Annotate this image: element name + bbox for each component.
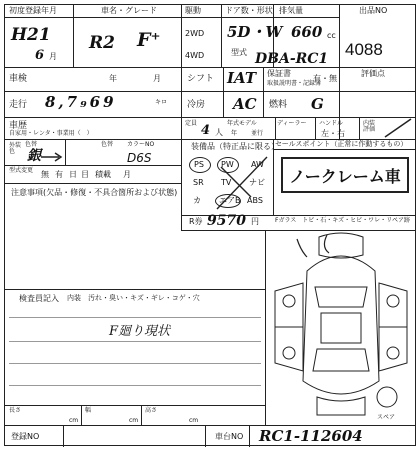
- model-year-unit: 年: [231, 130, 238, 137]
- history-options: 自家用・レンタ・事業用（ ）: [9, 130, 93, 137]
- fuel-label: 燃料: [269, 100, 288, 110]
- color-code: D6S: [127, 151, 152, 165]
- inspection-label: 車検: [9, 74, 28, 84]
- rule: [205, 425, 206, 447]
- reg-month: 6: [35, 48, 45, 63]
- chassis-label: 車台NO: [215, 432, 244, 441]
- interior-label: 内装評価: [363, 120, 376, 133]
- capacity-label: 定員: [185, 120, 198, 127]
- ac-label: 冷房: [187, 100, 206, 110]
- inspector-remark: F廻り現状: [109, 324, 171, 339]
- lot-number: 4088: [345, 40, 383, 59]
- capacity-value: 4: [201, 123, 211, 138]
- arrow-icon: [39, 151, 63, 163]
- cm-2: cm: [129, 417, 139, 424]
- equipment-strike: [211, 153, 271, 213]
- model-year-sub: 並行: [251, 130, 264, 137]
- rule: [63, 425, 64, 447]
- auction-sheet: [4, 4, 416, 446]
- car-diagram: [267, 231, 415, 423]
- rule: [5, 91, 415, 92]
- rule: [249, 425, 250, 447]
- warranty-options: 有・無: [313, 74, 337, 83]
- rule: [315, 117, 316, 139]
- inspector-label: 検査員記入: [19, 294, 59, 303]
- handle-label: ハンドル: [319, 120, 344, 127]
- type-option-2: 有: [55, 170, 63, 179]
- cc-unit: cc: [327, 31, 336, 40]
- rule: [5, 117, 415, 118]
- inspector-options: 内装 汚れ・臭い・キズ・ギレ・コゲ・穴: [67, 294, 200, 302]
- color-code-label: カラーNO: [127, 141, 155, 148]
- drive-label: 駆動: [185, 6, 201, 15]
- rule: [181, 17, 339, 18]
- model-label: 型式: [231, 48, 247, 57]
- equip-abs: ABS: [247, 196, 263, 205]
- equip-ka: カ: [193, 196, 201, 205]
- month-unit-2: 月: [153, 74, 161, 83]
- rule: [5, 289, 265, 290]
- rating-label: 評価点: [361, 69, 385, 78]
- rule: [5, 183, 181, 184]
- equip-aw: AW: [251, 160, 264, 169]
- height-label: 高さ: [145, 407, 158, 414]
- selling-points-label: セールスポイント（正常に作動するもの）: [275, 140, 408, 148]
- rule: [5, 17, 181, 18]
- km-unit: キロ: [155, 99, 168, 106]
- rule: [65, 139, 66, 165]
- drive-4wd: 4WD: [185, 51, 205, 60]
- rule: [275, 117, 276, 139]
- exterior-label: 外装色: [9, 142, 22, 155]
- spare-label: スペア: [377, 414, 396, 421]
- original-label: 色替: [25, 141, 38, 148]
- equip-pw: PW: [221, 160, 234, 169]
- dotted-rule: [9, 385, 261, 386]
- rule: [5, 405, 265, 406]
- type-option-4: 目: [81, 170, 89, 179]
- rule: [81, 405, 82, 425]
- caution-label: 注意事項(欠品・修復・不具合箇所および状態): [11, 188, 178, 197]
- dealer-label: ディーラー: [277, 120, 307, 127]
- change-label: 色替: [101, 141, 114, 148]
- equip-airbag: エアB: [219, 196, 241, 205]
- cm-1: cm: [69, 417, 79, 424]
- length-label: 長さ: [9, 407, 22, 414]
- door-shape-label: ドア数・形状: [225, 6, 273, 15]
- rule: [223, 67, 224, 117]
- rule: [5, 425, 415, 426]
- cm-3: cm: [189, 417, 199, 424]
- doors: 5D・W: [227, 23, 283, 41]
- chassis-value: RC1-112604: [259, 427, 363, 445]
- grade: F⁺: [137, 29, 161, 51]
- equip-sr: SR: [193, 178, 204, 187]
- width-label: 幅: [85, 407, 92, 414]
- model-year-label: 年式モデル: [227, 120, 257, 127]
- mileage-label: 走行: [9, 100, 28, 110]
- mileage-value: 8,7₉69: [45, 93, 117, 111]
- type-option-5: 積載: [95, 170, 111, 179]
- fuel-value: G: [311, 95, 324, 113]
- reg-era: H21: [11, 25, 51, 45]
- rule: [339, 5, 340, 67]
- history-label: 車歴: [9, 121, 28, 131]
- first-registration-label: 初度登録年月: [9, 6, 57, 15]
- model-code: DBA-RC1: [255, 51, 329, 67]
- shift-label: シフト: [187, 74, 215, 84]
- equip-ps: PS: [194, 160, 204, 169]
- glass-label: Fガラス トビ・石・キズ・ヒビ・ワレ・リペア跡: [275, 217, 411, 224]
- displacement: 660: [291, 23, 323, 41]
- dotted-rule: [9, 363, 261, 364]
- dotted-rule: [9, 317, 261, 318]
- dotted-rule: [9, 341, 261, 342]
- color-value: 銀: [27, 148, 41, 164]
- name-grade-label: 車名・グレード: [101, 6, 157, 15]
- interior-slash: [379, 117, 415, 139]
- no-claim-stamp: ノークレーム車: [281, 157, 409, 193]
- equip-tv: TV: [221, 178, 232, 187]
- type-option-3: 日: [69, 170, 77, 179]
- type-option-1: 無: [41, 170, 49, 179]
- equipment-label: 装備品（特正品に限る）: [191, 142, 279, 151]
- type-change-label: 型式変更: [9, 167, 34, 174]
- rule: [263, 67, 264, 117]
- type-option-6: 月: [123, 170, 131, 179]
- year-unit: 年: [109, 74, 117, 83]
- shift-value: IAT: [227, 69, 256, 87]
- lot-label: 出品NO: [359, 6, 388, 15]
- ac-value: AC: [233, 95, 257, 113]
- reg-no-label: 登録NO: [11, 432, 40, 441]
- rule: [221, 5, 222, 67]
- handle-options: 左・右: [321, 129, 345, 138]
- capacity-unit: 人: [215, 128, 223, 137]
- rule: [273, 149, 415, 150]
- recycle-label: R券: [189, 217, 203, 226]
- recycle-value: 9570: [207, 213, 246, 229]
- rule: [181, 5, 182, 230]
- warranty-label: 保証書: [267, 69, 291, 78]
- car-name: R2: [89, 33, 115, 53]
- rule: [265, 230, 266, 425]
- drive-2wd: 2WD: [185, 29, 205, 38]
- yen-unit: 円: [251, 217, 259, 226]
- displacement-label: 排気量: [279, 6, 303, 15]
- equip-navi: ナビ: [249, 178, 265, 187]
- rule: [141, 405, 142, 425]
- rule: [5, 67, 415, 68]
- month-unit: 月: [49, 52, 57, 61]
- rule: [359, 117, 360, 139]
- rule: [5, 165, 181, 166]
- warranty-sub: 取扱説明書・記録簿: [267, 80, 322, 87]
- rule: [73, 5, 74, 67]
